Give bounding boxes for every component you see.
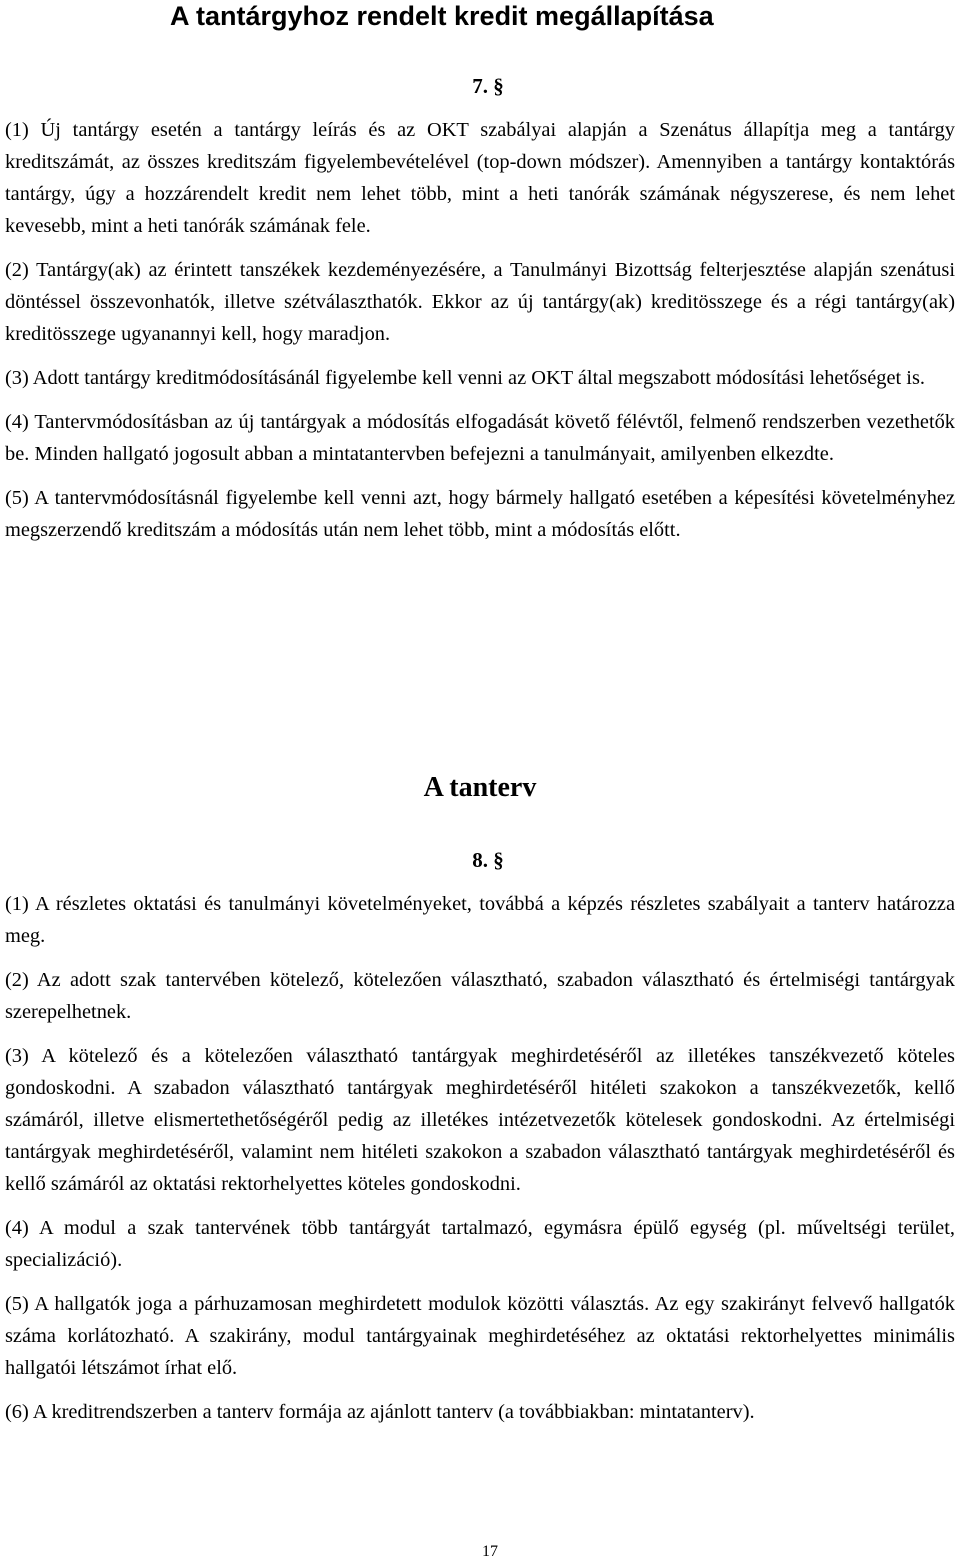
paragraph-8-4: (4) A modul a szak tantervének több tantárgyát tartalmazó, egymásra épülő egység (pl. műveltségi terület, specializáció). xyxy=(5,1217,955,1271)
paragraph-7-4: (4) Tantervmódosításban az új tantárgyak a módosítás elfogadását követő félévtől, felmenő rendszerben vezethetők be. Minden hallgató jogosult abban a mintatantervben befejezni a tanulmányait, amilyenben elkezdte. xyxy=(5,411,955,465)
section-8-body xyxy=(5,888,955,1440)
section-number-7: 7. § xyxy=(472,74,504,98)
paragraph-7-3: (3) Adott tantárgy kreditmódosításánál figyelembe kell venni az OKT által megszabott módosítási lehetőséget is. xyxy=(5,367,925,389)
chapter-heading-curriculum: A tanterv xyxy=(423,772,537,803)
section-number-8: 8. § xyxy=(472,848,504,872)
paragraph-7-2: (2) Tantárgy(ak) az érintett tanszékek kezdeményezésére, a Tanulmányi Bizottság felterjesztése alapján szenátusi döntéssel összevonhatók, illetve szétválaszthatók. Ekkor az új tantárgy(ak) kreditösszege és a régi tantárgy(ak) kreditösszege ugyanannyi kell, hogy maradjon. xyxy=(5,259,955,345)
section-7-body xyxy=(5,114,955,558)
paragraph-7-1: (1) Új tantárgy esetén a tantárgy leírás és az OKT szabályai alapján a Szenátus állapítja meg a tantárgy kreditszámát, az összes kreditszám figyelembevételével (top-down módszer). Amennyiben a tantárgy kontaktórás tantárgy, úgy a hozzárendelt kredit nem lehet több, mint a heti tanórák számának négyszerese, és nem lehet kevesebb, mint a heti tanórák számának fele. xyxy=(5,119,955,237)
chapter-heading-credit: A tantárgyhoz rendelt kredit megállapítása xyxy=(170,1,714,31)
paragraph-8-5: (5) A hallgatók joga a párhuzamosan meghirdetett modulok közötti választás. Az egy szakirányt felvevő hallgatók száma korlátozható. A szakirány, modul tantárgyainak meghirdetéséhez az oktatási rektorhelyettes minimális hallgatói létszámot írhat elő. xyxy=(5,1293,955,1379)
paragraph-8-3: (3) A kötelező és a kötelezően választható tantárgyak meghirdetéséről az illetékes tanszékvezető köteles gondoskodni. A szabadon választható tantárgyak meghirdetéséről hitéleti szakokon a tanszékvezetők, kellő számáról, illetve elismertethetőségéről pedig az illetékes intézetvezetők kötelesek gondoskodni. Az értelmiségi tantárgyak meghirdetéséről, valamint nem hitéleti szakokon a szabadon választható tantárgyak meghirdetéséről és kellő számáról az oktatási rektorhelyettes köteles gondoskodni. xyxy=(5,1045,955,1195)
paragraph-8-2: (2) Az adott szak tantervében kötelező, kötelezően választható, szabadon választható és értelmiségi tantárgyak szerepelhetnek. xyxy=(5,969,955,1023)
page-number: 17 xyxy=(482,1543,498,1560)
paragraph-8-1: (1) A részletes oktatási és tanulmányi követelményeket, továbbá a képzés részletes szabályait a tanterv határozza meg. xyxy=(5,893,955,947)
paragraph-8-6: (6) A kreditrendszerben a tanterv formája az ajánlott tanterv (a továbbiakban: mintatanterv). xyxy=(5,1401,755,1423)
paragraph-7-5: (5) A tantervmódosításnál figyelembe kell venni azt, hogy bármely hallgató esetében a képesítési követelményhez megszerzendő kreditszám a módosítás után nem lehet több, mint a módosítás előtt. xyxy=(5,487,955,541)
